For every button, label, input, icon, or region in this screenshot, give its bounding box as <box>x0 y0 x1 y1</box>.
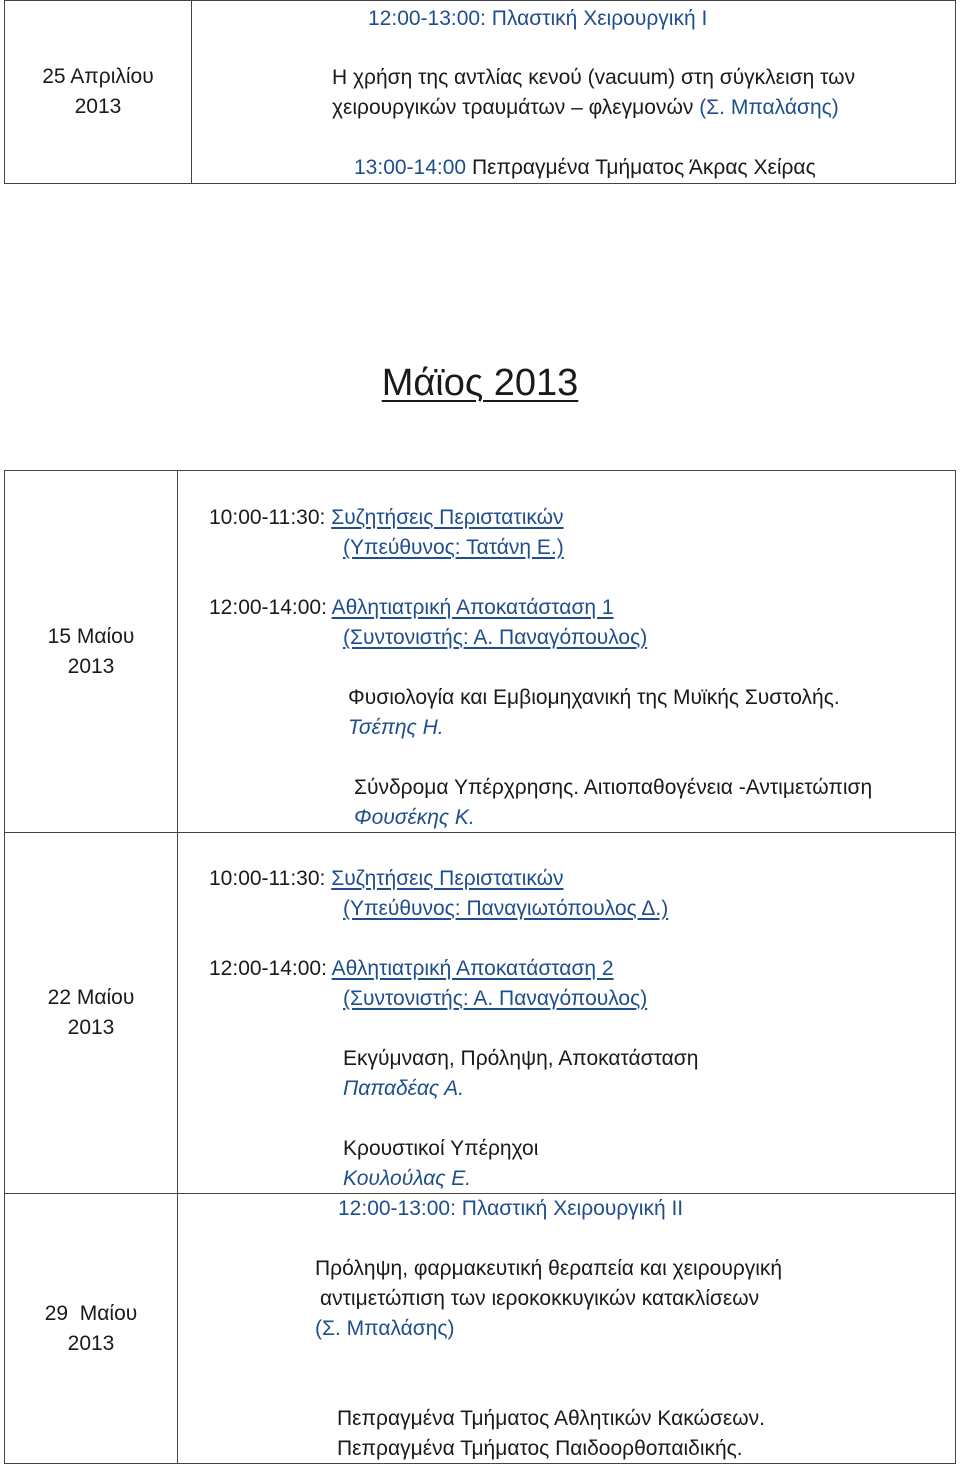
date-year: 2013 <box>67 1331 115 1355</box>
month-heading-text: Μάϊος 2013 <box>381 362 579 404</box>
extra-line2: Πεπραγμένα Τμήματος Παιδοορθοπαιδικής. <box>337 1437 743 1460</box>
session2-time: 12:00-14:00: <box>209 957 332 980</box>
month-heading <box>0 358 960 408</box>
session2-coordinator: (Συντονιστής: Α. Παναγόπουλος) <box>343 626 648 649</box>
schedule-row-april-25 <box>5 1 955 183</box>
date-year: 2013 <box>67 1016 115 1039</box>
session-title: Πεπραγμένα Τμήματος Άκρας Χείρας <box>466 156 816 179</box>
talk1-speaker: Παπαδέας Α. <box>343 1077 464 1100</box>
session-heading: 12:00-13:00: Πλαστική Χειρουργική Ι <box>368 7 708 30</box>
talk-title-line2: αντιμετώπιση των ιεροκοκκυγικών κατακλίσεων <box>320 1287 760 1310</box>
sessions-cell <box>178 833 955 1193</box>
date-cell <box>5 833 178 1193</box>
talk2-title: Κρουστικοί Υπέρηχοι <box>343 1137 539 1160</box>
talk-title-line2-text: χειρουργικών τραυμάτων – φλεγμονών <box>332 96 700 119</box>
date-day: 25 Απριλίου <box>42 65 154 88</box>
session2-line <box>209 954 614 984</box>
date-cell <box>5 471 178 832</box>
session-heading: 12:00-13:00: Πλαστική Χειρουργική ΙΙ <box>338 1197 684 1220</box>
extra-line1: Πεπραγμένα Τμήματος Αθλητικών Κακώσεων. <box>337 1407 765 1430</box>
session1-responsible: (Υπεύθυνος: Τατάνη Ε.) <box>343 536 564 559</box>
session1-responsible: (Υπεύθυνος: Παναγιωτόπουλος Δ.) <box>343 897 669 920</box>
session1-line <box>209 503 564 533</box>
talk1-speaker: Τσέπης Η. <box>348 716 444 739</box>
april-schedule-table <box>4 0 956 184</box>
session-time: 13:00-14:00 <box>354 156 467 179</box>
date-cell <box>5 1194 178 1463</box>
date-day: 29 Μαίου <box>44 1301 138 1325</box>
talk2-speaker: Φουσέκης Κ. <box>354 806 475 829</box>
may-schedule-table <box>4 470 956 1464</box>
session2-coordinator: (Συντονιστής: Α. Παναγόπουλος) <box>343 987 648 1010</box>
session2-time: 12:00-14:00: <box>209 596 332 619</box>
sessions-cell <box>178 471 955 832</box>
sessions-cell <box>192 1 955 183</box>
talk-title-line1: Η χρήση της αντλίας κενού (vacuum) στη σύγκλειση των <box>332 66 856 89</box>
talk1-title: Εκγύμναση, Πρόληψη, Αποκατάσταση <box>343 1047 699 1070</box>
date-year: 2013 <box>67 654 115 678</box>
schedule-row-may-22 <box>5 832 955 1193</box>
talk2-title: Σύνδρομα Υπέρχρησης. Αιτιοπαθογένεια -Αντιμετώπιση <box>354 776 873 799</box>
session2-title: Αθλητιατρική Αποκατάσταση 2 <box>331 957 614 980</box>
session1-time: 10:00-11:30: <box>209 867 332 890</box>
session1-time: 10:00-11:30: <box>209 506 332 529</box>
talk-title-line2 <box>332 93 839 123</box>
session-line <box>354 153 816 183</box>
talk-speaker: (Σ. Μπαλάσης) <box>315 1317 455 1340</box>
date-day: 15 Μαίου <box>47 624 135 648</box>
date-day: 22 Μαίου <box>47 986 135 1009</box>
session2-line <box>209 593 614 623</box>
talk-title-line1: Πρόληψη, φαρμακευτική θεραπεία και χειρουργική <box>315 1257 783 1280</box>
date-year: 2013 <box>74 95 122 118</box>
talk-speaker: (Σ. Μπαλάσης) <box>699 96 839 119</box>
schedule-row-may-29 <box>5 1193 955 1463</box>
schedule-row-may-15 <box>5 471 955 832</box>
talk2-speaker: Κουλούλας Ε. <box>343 1167 472 1190</box>
session2-title: Αθλητιατρική Αποκατάσταση 1 <box>331 596 614 619</box>
session1-title: Συζητήσεις Περιστατικών <box>331 506 564 529</box>
session1-title: Συζητήσεις Περιστατικών <box>331 867 564 890</box>
talk1-title: Φυσιολογία και Εμβιομηχανική της Μυϊκής Συστολής. <box>348 686 840 709</box>
sessions-cell <box>178 1194 955 1463</box>
session1-line <box>209 864 564 894</box>
date-cell <box>5 1 192 183</box>
